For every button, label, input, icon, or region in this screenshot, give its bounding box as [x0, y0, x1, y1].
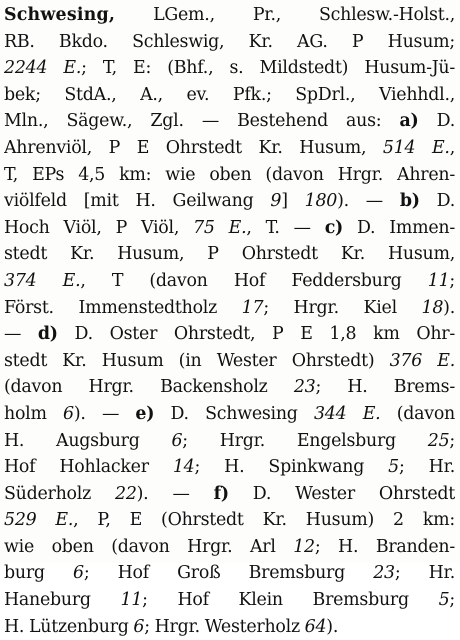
section-marker: b)	[399, 191, 420, 212]
entry-line: Ahrenviöl, P E Ohrstedt Kr. Husum, 514 E.,	[4, 137, 455, 158]
entry-line: T, EPs 4,5 km: wie oben (davon Hrgr. Ahren-	[4, 164, 455, 185]
entry-line: H. Lützenburg 6; Hrgr. Westerholz 64).	[4, 616, 339, 637]
entry-line: Hoch Viöl, P Viöl, 75 E., T. — c) D. Immen-	[4, 217, 455, 238]
count-value: 22	[115, 483, 137, 504]
count-value: 6	[133, 616, 145, 637]
section-marker: c)	[324, 217, 344, 238]
section-marker: f)	[213, 483, 229, 504]
count-value: 23	[293, 377, 316, 398]
population-count: 344 E.	[313, 403, 381, 424]
population-count: 75 E.	[193, 217, 247, 238]
count-value: 6	[72, 563, 84, 584]
entry-line: burg 6; Hof Groß Bremsburg 23; Hr.	[4, 563, 455, 584]
population-count: 514 E.	[382, 137, 450, 158]
count-value: 23	[373, 563, 395, 584]
entry-line: viölfeld [mit H. Geilwang 9] 180). — b) D.	[4, 191, 455, 212]
section-marker: e)	[135, 403, 155, 424]
entry-line: Först. Immenstedtholz 17; Hrgr. Kiel 18).	[4, 297, 455, 318]
entry-line: bek; StdA., A., ev. Pfk.; SpDrl., Viehhdl.,	[4, 84, 455, 105]
count-value: 17	[241, 297, 264, 318]
headword: Schwesing,	[4, 5, 116, 25]
population-count: 376 E.	[389, 350, 455, 371]
entry-line: RB. Bkdo. Schleswig, Kr. AG. P Husum;	[4, 31, 455, 52]
entry-line: Schwesing, LGem., Pr., Schlesw.-Holst.,	[4, 5, 455, 25]
entry-line: stedt Kr. Husum (in Wester Ohrstedt) 376 E.	[4, 350, 455, 371]
count-value: 12	[293, 536, 315, 557]
count-value: 18	[421, 297, 444, 318]
count-value: 11	[120, 590, 143, 611]
entry-line: (davon Hrgr. Backensholz 23; H. Brems-	[4, 377, 455, 398]
count-value: 5	[388, 457, 399, 478]
population-count: 529 E.	[4, 510, 74, 531]
section-marker: a)	[399, 111, 419, 132]
entry-line: H. Augsburg 6; Hrgr. Engelsburg 25;	[4, 430, 455, 451]
count-value: 180	[304, 191, 338, 212]
entry-line: Haneburg 11; Hof Klein Bremsburg 5;	[4, 590, 455, 611]
entry-line: stedt Kr. Husum, P Ohrstedt Kr. Husum,	[4, 244, 455, 265]
entry-line: Süderholz 22). — f) D. Wester Ohrstedt	[4, 483, 455, 504]
entry-line: wie oben (davon Hrgr. Arl 12; H. Branden-	[4, 536, 455, 557]
entry-line: 2244 E.; T, E: (Bhf., s. Mildstedt) Husum-Jü-	[4, 58, 455, 79]
entry-line: Mln., Sägew., Zgl. — Bestehend aus: a) D.	[4, 111, 455, 132]
count-value: 14	[172, 457, 195, 478]
count-value: 64	[304, 616, 327, 637]
entry-line: 374 E., T (davon Hof Feddersburg 11;	[4, 270, 455, 291]
count-value: 11	[427, 270, 450, 291]
count-value: 5	[438, 590, 450, 611]
gazetteer-entry-schwesing	[4, 2, 455, 640]
entry-line: Hof Hohlacker 14; H. Spinkwang 5; Hr.	[4, 457, 455, 478]
count-value: 6	[63, 403, 74, 424]
population-count: 374 E.	[4, 270, 81, 291]
entry-line: 529 E., P, E (Ohrstedt Kr. Husum) 2 km:	[4, 510, 455, 531]
count-value: 25	[427, 430, 450, 451]
count-value: 6	[171, 430, 183, 451]
entry-line: holm 6). — e) D. Schwesing 344 E. (davon	[4, 403, 455, 424]
section-marker: d)	[37, 324, 58, 345]
entry-line: — d) D. Oster Ohrstedt, P E 1,8 km Ohr-	[4, 324, 455, 345]
count-value: 9	[270, 191, 282, 212]
population-count: 2244 E.	[4, 58, 82, 79]
